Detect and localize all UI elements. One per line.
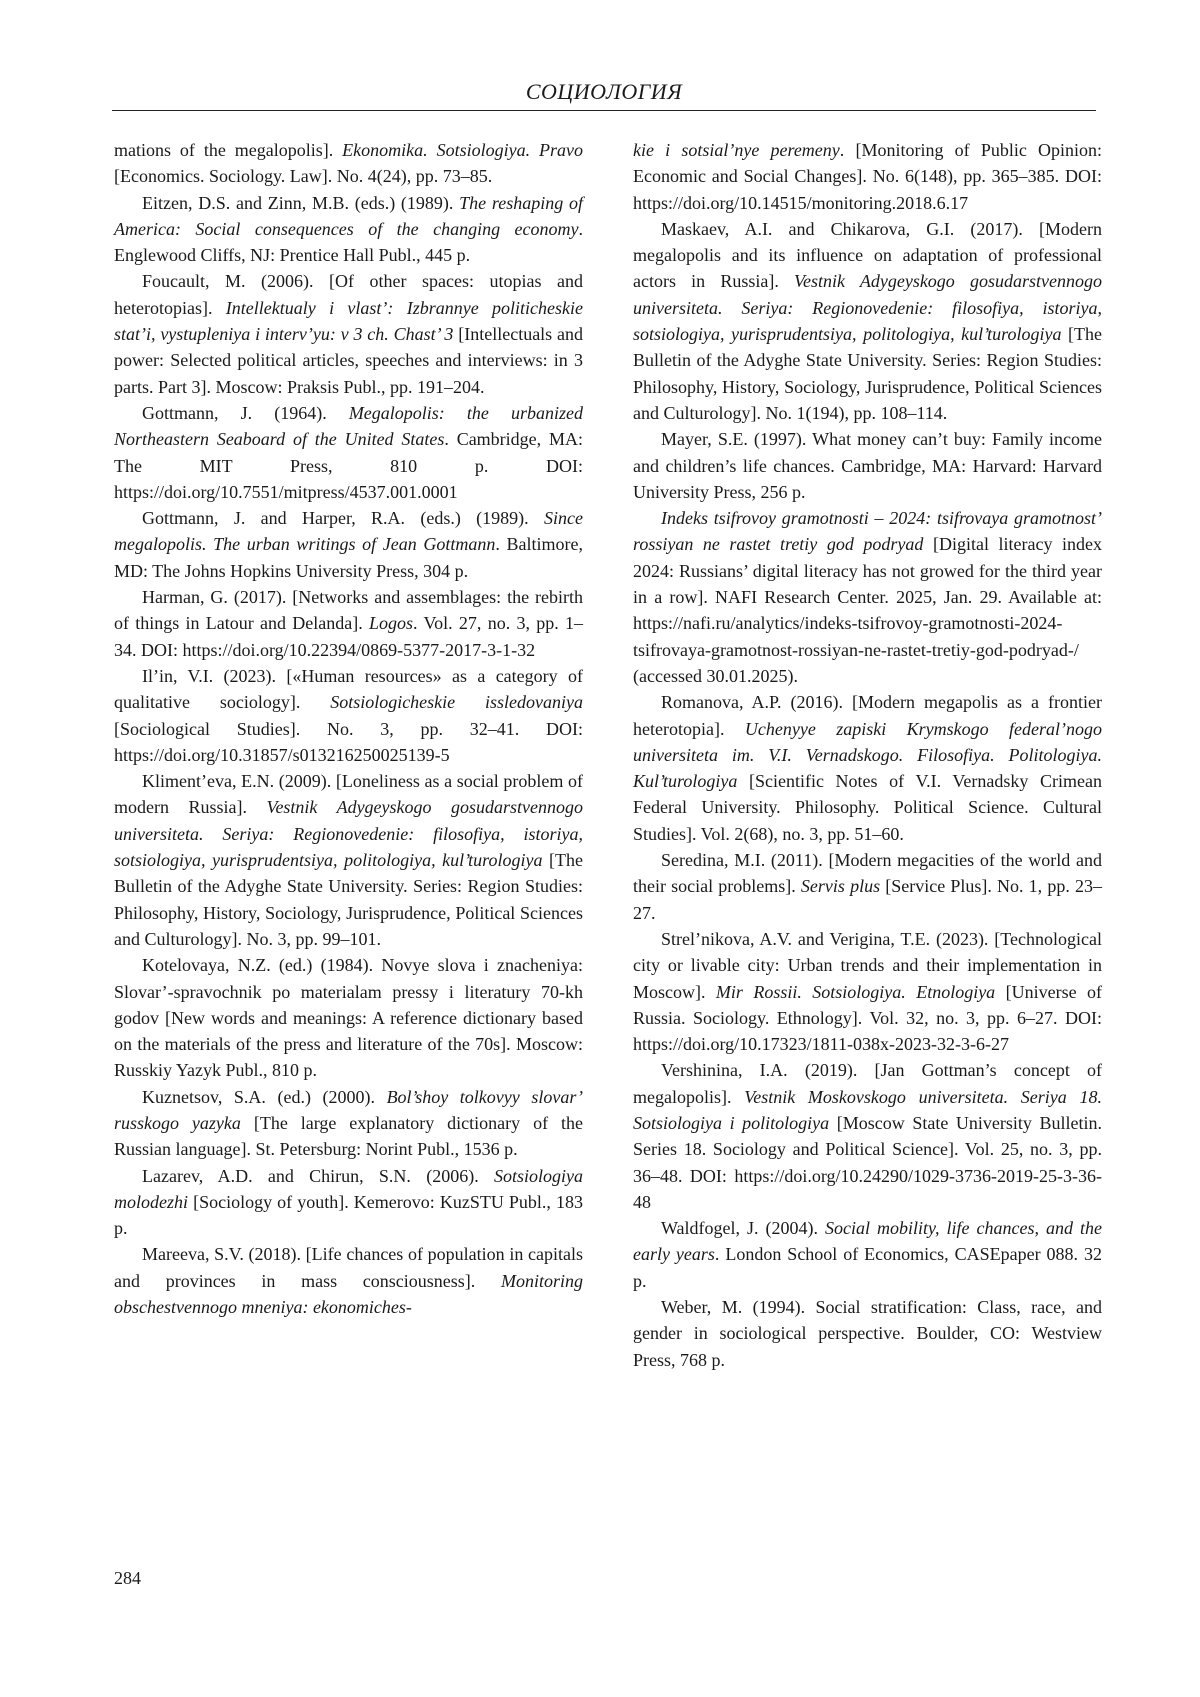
reference-text: [Sociological Studies]. No. 3, pp. 32–41. DOI: https://doi.org/10.31857/s013216250025139-5 (114, 718, 583, 765)
reference-entry (114, 584, 583, 663)
references-right-column (633, 137, 1102, 1373)
reference-text: . Baltimore, MD: The Johns Hopkins University Press, 304 p. (114, 534, 584, 581)
reference-title: Ekonomika. Sotsiologiya. Pravo (342, 140, 583, 160)
reference-title: Mir Rossii. Sotsiologiya. Etnologiya (715, 981, 996, 1002)
reference-text: Eitzen, D.S. and Zinn, M.B. (eds.) (1989). (142, 192, 460, 213)
reference-title: Intellektualy i vlast’: Izbrannye politicheskie stat’i, vystupleniya i interv’yu: v 3 ch. Chast’ 3 (114, 297, 583, 345)
reference-title: Uchenyye zapiski Krymskogo federal’nogo universiteta im. V.I. Vernadskogo. Filosofiya. Politologiya. Kul’turologiya (633, 718, 1103, 792)
running-header: СОЦИОЛОГИЯ (525, 79, 683, 104)
reference-text: [Economics. Sociology. Law]. No. 4(24), pp. 73–85. (114, 166, 493, 187)
reference-entry (114, 1084, 583, 1163)
reference-text: Kuznetsov, S.A. (ed.) (2000). (142, 1086, 387, 1107)
reference-title: Logos (369, 613, 414, 634)
references-left-column (114, 137, 583, 1320)
reference-title: Monitoring obschestvennogo mneniya: ekonomiches- (114, 1270, 583, 1318)
reference-text: [Service Plus]. No. 1, pp. 23–27. (633, 876, 1102, 923)
reference-text: Kotelovaya, N.Z. (ed.) (1984). Novye slova i znacheniya: Slovar’-spravochnik po materialam pressy i literatury 70-kh godov [New words and meanings: A reference dictionary based on the materials of the press and literature of the 70s]. Moscow: Russkiy Yazyk Publ., 810 p. (114, 955, 583, 1081)
reference-text: Il’in, V.I. (2023). [«Human resources» as a category of qualitative sociology]. (114, 665, 583, 713)
reference-text: . Cambridge, MA: The MIT Press, 810 p. DOI: https://doi.org/10.7551/mitpress/4537.001.0001 (114, 429, 583, 502)
reference-title: Indeks tsifrovoy gramotnosti – 2024: tsifrovaya gramotnost’ rossiyan ne rastet tretiy god podryad (633, 508, 1102, 555)
reference-text: Mareeva, S.V. (2018). [Life chances of population in capitals and provinces in mass consciousness]. (114, 1244, 583, 1291)
reference-entry (633, 426, 1102, 505)
reference-entry (633, 847, 1102, 926)
reference-text: [Universe of Russia. Sociology. Ethnology]. Vol. 32, no. 3, pp. 6–27. DOI: https://doi.org/10.17323/1811-038x-2023-32-3-6-27 (633, 981, 1102, 1055)
reference-entry (114, 268, 583, 399)
reference-text: [Moscow State University Bulletin. Series 18. Sociology and Political Science]. Vol. 25, no. 3, pp. 36–48. DOI: https://doi.org/10.24290/1029-3736-2019-25-3-36-48 (633, 1112, 1102, 1212)
reference-entry (114, 1163, 583, 1242)
reference-entry (633, 505, 1102, 689)
reference-text: [The large explanatory dictionary of the Russian language]. St. Petersburg: Norint Publ., 1536 p. (114, 1112, 583, 1160)
reference-text: . [Monitoring of Public Opinion: Economic and Social Changes]. No. 6(148), pp. 365–385. DOI: https://doi.org/10.14515/monitoring.2018.6.17 (633, 140, 1102, 213)
reference-entry (633, 216, 1102, 426)
reference-entry (114, 137, 583, 190)
reference-entry (114, 400, 583, 505)
reference-title: Since megalopolis. The urban writings of Jean Gottmann (114, 508, 583, 555)
reference-entry (114, 952, 583, 1083)
reference-title: Bol’shoy tolkovyy slovar’ russkogo yazyka (114, 1086, 583, 1133)
reference-entry (633, 926, 1102, 1057)
reference-text: [Sociology of youth]. Kemerovo: KuzSTU Publ., 183 p. (114, 1191, 583, 1239)
reference-text: Weber, M. (1994). Social stratification: Class, race, and gender in sociological perspective. Boulder, CO: Westview Press, 768 p. (633, 1297, 1102, 1370)
reference-entry (114, 663, 583, 768)
reference-text: Gottmann, J. (1964). (142, 402, 349, 423)
reference-title: Social mobility, life chances, and the early years (633, 1218, 1102, 1265)
reference-title: Vestnik Moskovskogo universiteta. Seriya 18. Sotsiologiya i politologiya (633, 1086, 1102, 1133)
reference-text: Kliment’eva, E.N. (2009). [Loneliness as a social problem of modern Russia]. (114, 771, 583, 818)
reference-entry (633, 1215, 1102, 1294)
reference-text: [Scientific Notes of V.I. Vernadsky Crimean Federal University. Philosophy. Political Science. Cultural Studies]. Vol. 2(68), no. 3, pp. 51–60. (633, 771, 1102, 844)
reference-entry (633, 689, 1102, 847)
reference-entry (114, 1241, 583, 1320)
reference-text: [Intellectuals and power: Selected political articles, speeches and interviews: in 3 parts. Part 3]. Moscow: Praksis Publ., pp. 191–204. (114, 324, 583, 397)
reference-text: Vershinina, I.A. (2019). [Jan Gottman’s concept of megalopolis]. (633, 1060, 1102, 1107)
reference-text: Romanova, A.P. (2016). [Modern megapolis as a frontier heterotopia]. (633, 692, 1102, 739)
reference-title: Sotsiologiya molodezhi (114, 1165, 583, 1212)
reference-entry (114, 190, 583, 269)
reference-text: Harman, G. (2017). [Networks and assemblages: the rebirth of things in Latour and Delanda]. (114, 587, 583, 634)
reference-text: Waldfogel, J. (2004). (661, 1218, 826, 1239)
reference-entry (633, 1294, 1102, 1373)
reference-text: Seredina, M.I. (2011). [Modern megacities of the world and their social problems]. (633, 850, 1102, 897)
reference-title: Vestnik Adygeyskogo gosudarstvennogo universiteta. Seriya: Regionovedenie: filosofiya, istoriya, sotsiologiya, yurisprudentsiya, politologiya, kul’turologiya (633, 271, 1102, 345)
reference-title: Megalopolis: the urbanized Northeastern Seaboard of the United States (114, 402, 584, 450)
reference-text: Maskaev, A.I. and Chikarova, G.I. (2017). [Modern megalopolis and its influence on adaptation of professional actors in Russia]. (633, 218, 1102, 292)
reference-title: Vestnik Adygeyskogo gosudarstvennogo universiteta. Seriya: Regionovedenie: filosofiya, istoriya, sotsiologiya, yurisprudentsiya, politologiya, kul’turologiya (114, 797, 583, 871)
reference-text: Lazarev, A.D. and Chirun, S.N. (2006). (142, 1165, 494, 1186)
reference-entry (633, 1057, 1102, 1215)
reference-entry (114, 768, 583, 952)
page-number: 284 (114, 1568, 141, 1588)
reference-text: [Digital literacy index 2024: Russians’ digital literacy has not growed for the third year in a row]. NAFI Research Center. 2025, Jan. 29. Available at: https://nafi.ru/analytics/indeks-tsifrovoy-gramotnosti-2024-tsifrovaya-gramotnost-rossiyan-ne-rastet-tretiy-god-podryad-/ (accessed 30.01.2025). (633, 534, 1102, 686)
reference-text: . London School of Economics, CASEpaper 088. 32 p. (633, 1244, 1102, 1291)
reference-text: Strel’nikova, A.V. and Verigina, T.E. (2023). [Technological city or livable city: Urban trends and their implementation in Moscow]. (633, 928, 1102, 1002)
reference-title: Servis plus (800, 876, 881, 897)
header-rule (112, 110, 1096, 111)
reference-text: [The Bulletin of the Adyghe State University. Series: Region Studies: Philosophy, History, Sociology, Jurisprudence, Political Sciences and Culturology]. No. 3, pp. 99–101. (114, 850, 583, 949)
reference-text: . Vol. 27, no. 3, pp. 1–34. DOI: https://doi.org/10.22394/0869-5377-2017-3-1-32 (114, 613, 583, 660)
reference-entry (114, 505, 583, 584)
reference-text: Foucault, M. (2006). [Of other spaces: utopias and heterotopias]. (114, 271, 583, 318)
reference-title: kie i sotsial’nye peremeny (633, 140, 840, 160)
reference-entry (633, 137, 1102, 216)
reference-text: . Englewood Cliffs, NJ: Prentice Hall Publ., 445 p. (114, 218, 583, 266)
reference-text: Gottmann, J. and Harper, R.A. (eds.) (1989). (142, 508, 545, 529)
reference-title: The reshaping of America: Social consequences of the changing economy (114, 192, 583, 239)
reference-text: [The Bulletin of the Adyghe State University. Series: Region Studies: Philosophy, History, Sociology, Jurisprudence, Political Sciences and Culturology]. No. 1(194), pp. 108–114. (633, 324, 1102, 423)
reference-title: Sotsiologicheskie issledovaniya (330, 692, 583, 713)
reference-text: mations of the megalopolis]. (114, 140, 343, 160)
reference-text: Mayer, S.E. (1997). What money can’t buy: Family income and children’s life chances. Cambridge, MA: Harvard: Harvard University Press, 256 p. (633, 429, 1102, 502)
